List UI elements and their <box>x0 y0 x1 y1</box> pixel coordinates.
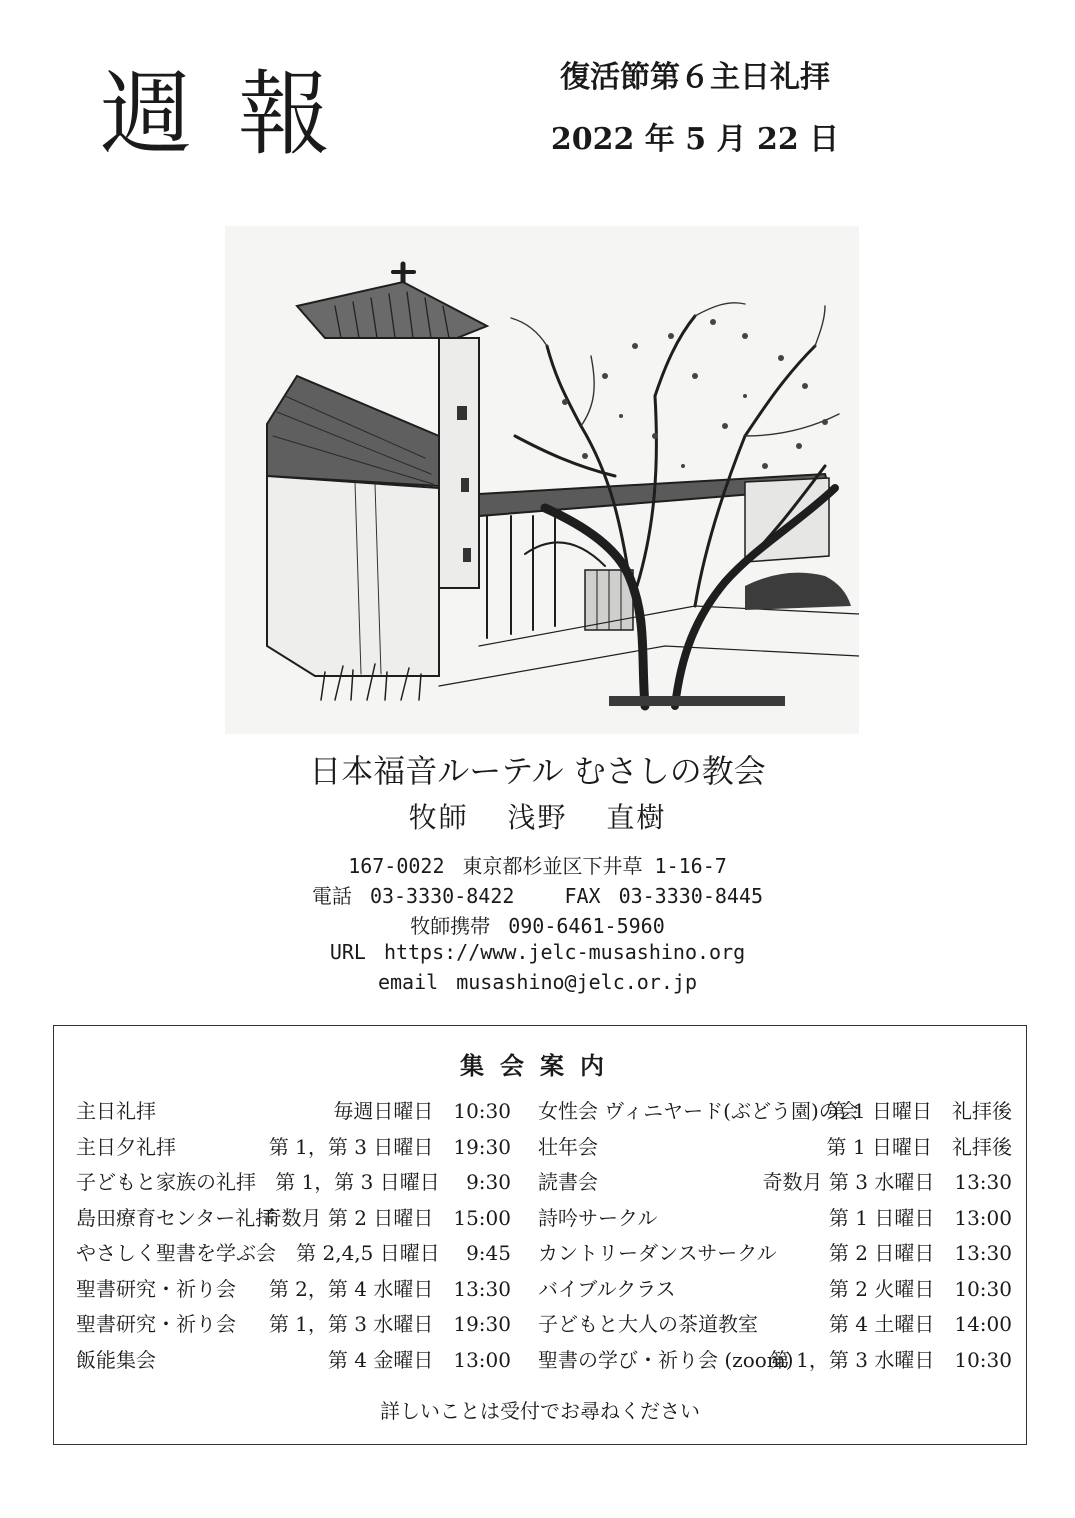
phone-label: 電話 <box>311 884 352 908</box>
meeting-name: 飯能集会 <box>76 1347 156 1372</box>
meeting-name: 壮年会 <box>538 1134 598 1159</box>
meeting-row <box>538 1236 1012 1272</box>
meeting-schedule: 第 4 金曜日 13:00 <box>327 1347 511 1372</box>
meeting-row <box>76 1094 511 1130</box>
meeting-row <box>538 1094 1012 1130</box>
service-date: 2022 年 5 月 22 日 <box>550 122 840 157</box>
meetings-footer-note: 詳しいことは受付でお尋ねください <box>380 1399 700 1423</box>
meeting-schedule: 第 4 土曜日 14:00 <box>828 1312 1012 1336</box>
meeting-schedule: 奇数月 第 3 水曜日 13:30 <box>762 1170 1012 1194</box>
meeting-schedule: 第 1 日曜日 礼拝後 <box>826 1099 1012 1123</box>
pastor-line <box>0 796 1075 836</box>
meeting-schedule: 第 2,4,5 日曜日 9:45 <box>296 1241 511 1265</box>
meeting-name: やさしく聖書を学ぶ会 <box>76 1241 276 1265</box>
meeting-row <box>538 1272 1012 1308</box>
meeting-row <box>76 1165 511 1201</box>
meeting-schedule: 第 2 日曜日 13:30 <box>828 1241 1012 1265</box>
meeting-row <box>538 1307 1012 1343</box>
meeting-name: 詩吟サークル <box>538 1205 658 1230</box>
meetings-left-column <box>76 1094 511 1378</box>
street-address: 東京都杉並区下井草 1-16-7 <box>462 854 727 878</box>
meeting-name: 聖書研究・祈り会 <box>76 1312 236 1336</box>
mobile-line <box>0 910 1075 939</box>
pastor-title: 牧師 <box>408 801 469 834</box>
meeting-row <box>538 1165 1012 1201</box>
meeting-schedule: 第 1 日曜日 礼拝後 <box>826 1134 1012 1159</box>
church-sketch-illustration <box>225 226 859 734</box>
meeting-row <box>76 1201 511 1237</box>
service-name: 復活節第６主日礼拝 <box>560 60 830 95</box>
meeting-schedule: 第 1，第 3 水曜日 19:30 <box>268 1312 511 1336</box>
meeting-name: 聖書研究・祈り会 <box>76 1276 236 1301</box>
meeting-row <box>76 1130 511 1166</box>
meeting-name: カントリーダンスサークル <box>538 1241 777 1265</box>
pastor-surname: 浅野 <box>507 801 568 834</box>
fax-label: FAX <box>564 884 601 908</box>
meeting-schedule: 奇数月 第 2 日曜日 15:00 <box>261 1205 511 1230</box>
meeting-name: 女性会 ヴィニヤード(ぶどう園)の会 <box>538 1099 859 1123</box>
email-label: email <box>377 970 439 994</box>
meeting-name: 主日夕礼拝 <box>76 1134 176 1159</box>
url-line <box>0 940 1075 964</box>
meeting-schedule: 第 1，第 3 日曜日 19:30 <box>268 1134 511 1159</box>
fax-number: 03-3330-8445 <box>618 884 764 908</box>
website-url[interactable]: https://www.jelc-musashino.org <box>383 940 746 964</box>
meeting-schedule: 毎週日曜日 10:30 <box>333 1099 511 1123</box>
meetings-title: 集会案内 <box>460 1051 620 1080</box>
phone-fax-line <box>0 880 1075 909</box>
email-address[interactable]: musashino@jelc.or.jp <box>456 970 698 994</box>
meeting-schedule: 第 1 日曜日 13:00 <box>828 1205 1012 1230</box>
meeting-schedule: 第 2，第 4 水曜日 13:30 <box>268 1276 511 1301</box>
meeting-schedule: 第 1，第 3 日曜日 9:30 <box>275 1170 511 1194</box>
url-label: URL <box>329 940 366 964</box>
address-line <box>0 850 1075 879</box>
meeting-name: 島田療育センター礼拝 <box>76 1205 276 1230</box>
meeting-name: 読書会 <box>538 1170 598 1194</box>
meeting-row <box>538 1343 1012 1379</box>
email-line <box>0 970 1075 994</box>
meeting-name: 子どもと家族の礼拝 <box>76 1170 256 1194</box>
meeting-row <box>76 1236 511 1272</box>
meeting-row <box>76 1343 511 1379</box>
phone-number: 03-3330-8422 <box>369 884 515 908</box>
church-name: 日本福音ルーテル むさしの教会 <box>309 752 766 790</box>
meetings-box <box>53 1025 1027 1445</box>
meeting-name: 主日礼拝 <box>76 1099 156 1123</box>
mobile-label: 牧師携帯 <box>410 914 491 938</box>
bulletin-title: 週報 <box>100 61 377 168</box>
meeting-name: 聖書の学び・祈り会 (zoom) <box>538 1347 794 1372</box>
meeting-row <box>538 1130 1012 1166</box>
postal-code: 167-0022 <box>348 854 445 878</box>
meeting-name: バイブルクラス <box>538 1276 676 1301</box>
meetings-right-column <box>538 1094 1012 1378</box>
meeting-schedule: 第 1，第 3 水曜日 10:30 <box>769 1347 1012 1372</box>
meeting-row <box>76 1272 511 1308</box>
pastor-given-name: 直樹 <box>606 801 667 834</box>
meeting-row <box>76 1307 511 1343</box>
meeting-name: 子どもと大人の茶道教室 <box>538 1312 758 1336</box>
meeting-row <box>538 1201 1012 1237</box>
mobile-number: 090-6461-5960 <box>508 914 665 938</box>
meeting-schedule: 第 2 火曜日 10:30 <box>828 1276 1012 1301</box>
